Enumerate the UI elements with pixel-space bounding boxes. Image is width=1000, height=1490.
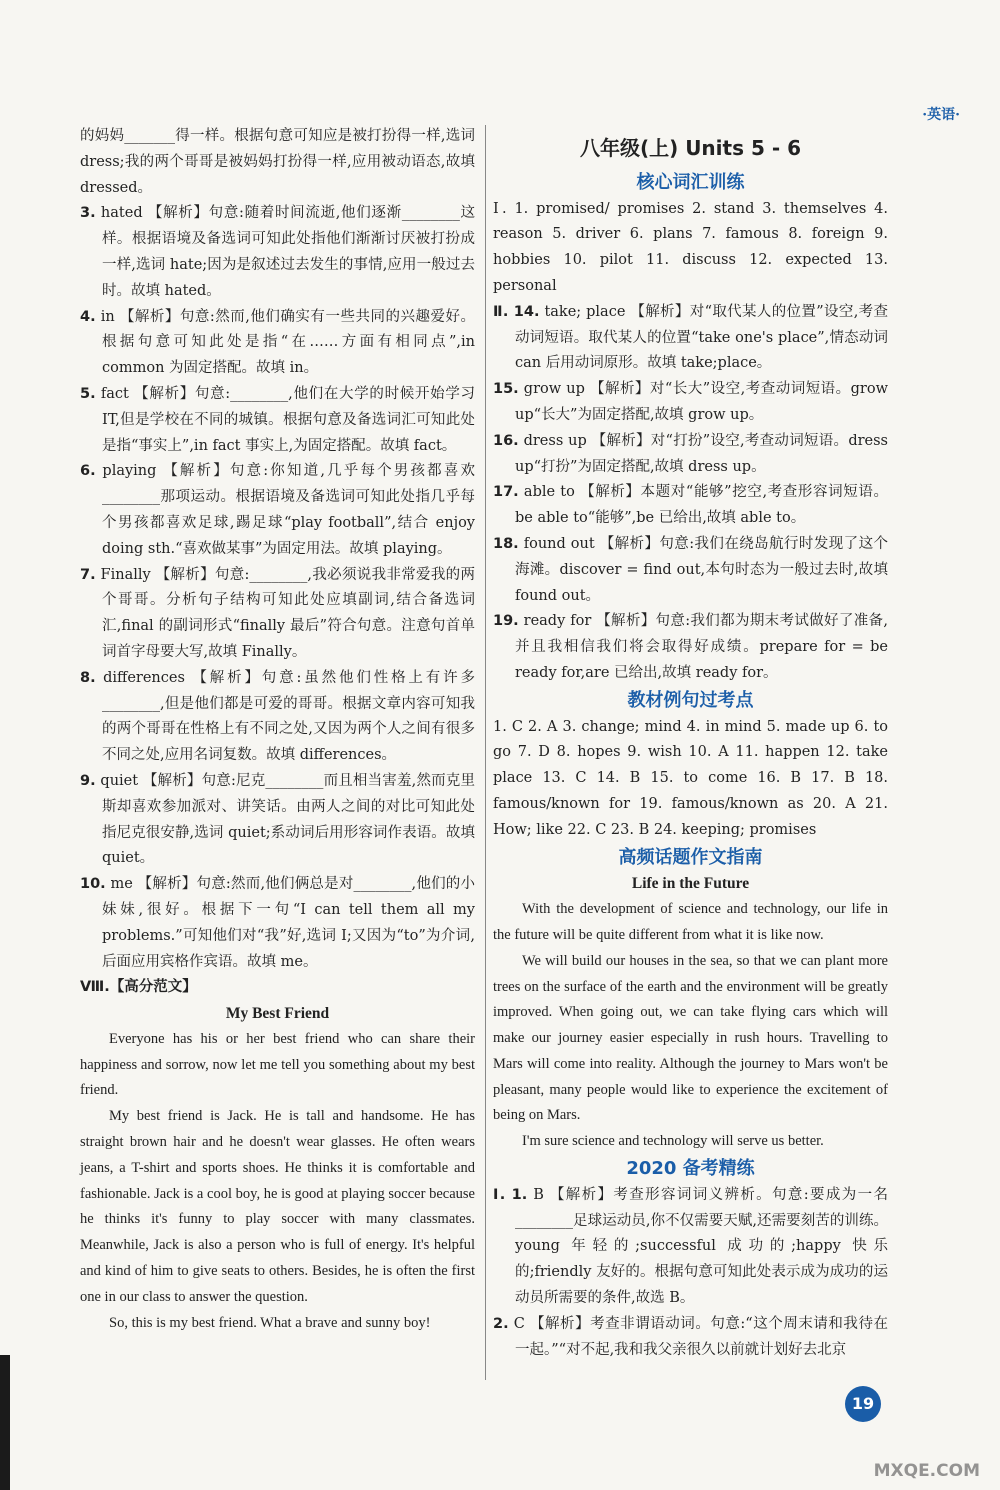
- answer-item-3: 3. hated 【解析】句意:随着时间流逝,他们逐渐________这样。根据语境及备选词可知此处指他们渐渐讨厌被打扮成一样,选词 hate;因为是叙述过去发生的事情,应用一般过去时。故填 hated。: [80, 205, 476, 299]
- essay-paragraph: We will build our houses in the sea, so that we can plant more trees on the surface of the earth and the environment will be greatly improved. When going out, we can take flying cars which will make our journey easier especially in rush hours. Travelling to Mars will come into reality. Although the journey to Mars won't be pleasant, many people would like to experience the excitement of being on Mars.: [493, 952, 888, 1124]
- left-column: [80, 124, 475, 1336]
- unit-title: 八年级(上) Units 5 - 6: [579, 136, 802, 160]
- answer-item-19: 19. ready for 【解析】句意:我们都为期末考试做好了准备,并且我相信我们将会取得好成绩。prepare for = be ready for,are 已给出,故填 ready for。: [493, 613, 888, 681]
- textbook-answers: 1. C 2. A 3. change; mind 4. in mind 5. made up 6. to go 7. D 8. hopes 9. wish 10. A 11. happen 12. take place 13. C 14. B 15. to come 16. B 17. B 18. famous/known for 19. famous/known as 20. A 21. How; like 22. C 23. B 24. keeping; promises: [493, 718, 888, 838]
- essay-paragraph: My best friend is Jack. He is tall and handsome. He has straight brown hair and he doesn't wear glasses. He often wears jeans, a T-shirt and sports shoes. He thinks it is comfortable and fashionable. Jack is a cool boy, he is good at playing soccer because he thinks it's funny to play soccer with many classmates. Meanwhile, Jack is also a person who is full of energy. It's helpful and kind of him to give seats to others. Besides, he is often the first one in our class to answer the question.: [80, 1108, 475, 1305]
- section-title-textbook: 教材例句过考点: [627, 689, 754, 711]
- answer-item-9: 9. quiet 【解析】句意:尼克________而且相当害羞,然而克里斯却喜欢参加派对、讲笑话。由两人之间的对比可知此处指尼克很安静,选词 quiet;系动词后用形容词作表语。故填 quiet。: [80, 772, 475, 867]
- essay-paragraph: I'm sure science and technology will serve us better.: [522, 1133, 824, 1150]
- answer-item-2-cont: 的妈妈_______得一样。根据句意可知应是被打扮得一样,选词 dress;我的两个哥哥是被妈妈打扮得一样,应用被动语态,故填 dressed。: [80, 128, 475, 196]
- subject-tag: ·英语·: [922, 107, 960, 123]
- answer-item-4: 4. in 【解析】句意:然而,他们确实有一些共同的兴趣爱好。根据句意可知此处是指“在……方面有相同点”,in common 为固定搭配。故填 in。: [80, 308, 476, 377]
- answer-item-6: 6. playing 【解析】句意:你知道,几乎每个男孩都喜欢________那项运动。根据语境及备选词可知此处指几乎每个男孩都喜欢足球,踢足球“play football”,结合 enjoy doing sth.“喜欢做某事”为固定用法。故填 playing。: [80, 463, 476, 557]
- vocab-answers: Ⅰ. 1. promised/ promises 2. stand 3. themselves 4. reason 5. driver 6. plans 7. famous 8. foreign 9. hobbies 10. pilot 11. discuss 12. expected 13. personal: [493, 200, 888, 294]
- binding-edge: [0, 1355, 10, 1490]
- answer-item-7: 7. Finally 【解析】句意:________,我必须说我非常爱我的两个哥哥。分析句子结构可知此处应填副词,结合备选词汇,final 的副词形式“finally 最后”符合句意。注意句首单词首字母要大写,故填 Finally。: [80, 566, 475, 660]
- section-8-heading: Ⅷ.【高分范文】: [80, 979, 197, 996]
- answer-item-16: 16. dress up 【解析】对“打扮”设空,考查动词短语。dress up“打扮”为固定搭配,故填 dress up。: [493, 432, 888, 475]
- answer-item-17: 17. able to 【解析】本题对“能够”挖空,考查形容词短语。be able to“能够”,be 已给出,故填 able to。: [493, 484, 889, 527]
- watermark-text: MXQE.COM: [873, 1461, 980, 1481]
- section-title-vocab: 核心词汇训练: [636, 171, 745, 193]
- page-number: 19: [845, 1386, 881, 1422]
- right-column: [493, 124, 888, 1363]
- answer-item-18: 18. found out 【解析】句意:我们在绕岛航行时发现了这个海滩。discover = find out,本句时态为一般过去时,故填 found out。: [493, 535, 888, 604]
- practice-item-2: 2. C 【解析】考查非谓语动词。句意:“这个周末请和我待在一起。”“对不起,我和我父亲很久以前就计划好去北京: [493, 1315, 888, 1358]
- answer-item-14: Ⅱ. 14. take; place 【解析】对“取代某人的位置”设空,考查动词短语。取代某人的位置“take one's place”,情态动词 can 后用动词原形。故填 take;place。: [493, 303, 888, 372]
- essay-paragraph: So, this is my best friend. What a brave and sunny boy!: [109, 1314, 431, 1331]
- answer-item-5: 5. fact 【解析】句意:________,他们在大学的时候开始学习 IT,但是学校在不同的城镇。根据句意及备选词汇可知此处是指“事实上”,in fact 事实上,为固定搭配。故填 fact。: [80, 385, 476, 454]
- essay-title-left: My Best Friend: [225, 1005, 330, 1023]
- section-title-practice: 2020 备考精练: [626, 1158, 755, 1180]
- essay-paragraph: Everyone has his or her best friend who can share their happiness and sorrow, now let me tell you something about my best friend.: [80, 1030, 475, 1099]
- watermark-logo: [825, 1395, 990, 1485]
- answer-item-10: 10. me 【解析】句意:然而,他们俩总是对________,他们的小妹妹,很好。根据下一句“I can tell them all my problems.”可知他们对“我”好,选词 I;又因为“to”为介词,后面应用宾格作宾语。故填 me。: [80, 876, 476, 970]
- section-title-writing: 高频话题作文指南: [618, 846, 763, 868]
- answer-item-8: 8. differences 【解析】句意:虽然他们性格上有许多________,但是他们都是可爱的哥哥。根据文章内容可知我的两个哥哥在性格上有不同之处,又因为两个人之间有很多不同之处,应用名词复数。故填 differences。: [80, 669, 476, 764]
- column-divider: [485, 125, 486, 1380]
- essay-paragraph: With the development of science and technology, our life in the future will be quite different from what it is like now.: [493, 901, 888, 943]
- answer-item-15: 15. grow up 【解析】对“长大”设空,考查动词短语。grow up“长大”为固定搭配,故填 grow up。: [493, 381, 889, 423]
- practice-item-1: Ⅰ. 1. B 【解析】考查形容词词义辨析。句意:要成为一名________足球运动员,你不仅需要天赋,还需要刻苦的训练。young 年轻的;successful 成功的;happy 快乐的;friendly 友好的。根据句意可知此处表示成为成功的运动员所需要的条件,故选 B。: [493, 1186, 889, 1307]
- essay-title-right: Life in the Future: [631, 875, 750, 893]
